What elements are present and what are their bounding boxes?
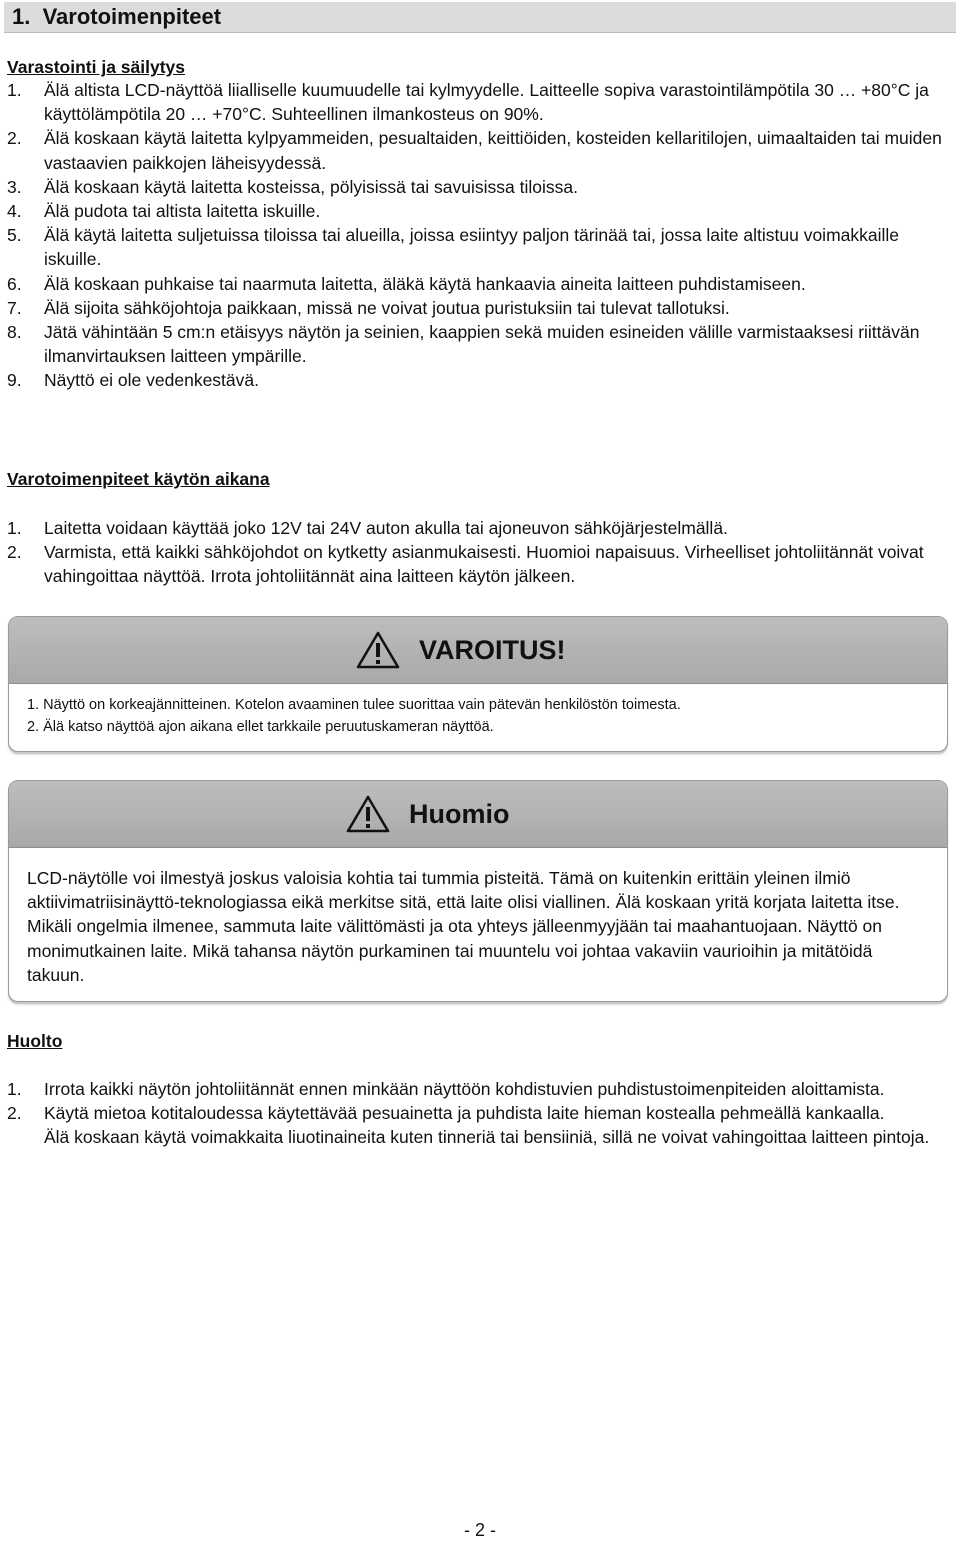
maintenance-list	[7, 1077, 955, 1150]
list-item: 7. Älä sijoita sähköjohtoja paikkaan, missä ne voivat joutua puristuksiin tai tulevat tallotuksi.	[7, 297, 730, 318]
list-item: 8. Jätä vähintään 5 cm:n etäisyys näytön ja seinien, kaappien sekä muiden esineiden välille varmistaaksesi riittävän ilmanvirtauksen laitteen ympärille.	[7, 322, 920, 367]
list-item: 2. Varmista, että kaikki sähköjohdot on kytketty asianmukaisesti. Huomioi napaisuus. Virheelliset johtoliitännät voivat vahingoittaa näyttöä. Irrota johtoliitännät aina laitteen käytön jälkeen.	[7, 542, 924, 587]
list-item: 5. Älä käytä laitetta suljetuissa tiloissa tai alueilla, joissa esiintyy paljon tärinää tai, jossa laite altistuu voimakkaille iskuille.	[7, 225, 900, 270]
chapter-title-text: Varotoimenpiteet	[42, 4, 222, 29]
list-item: 1. Laitetta voidaan käyttää joko 12V tai 24V auton akulla tai ajoneuvon sähköjärjestelmällä.	[7, 518, 728, 538]
list-item: 1. Älä altista LCD-näyttöä liialliselle kuumuudelle tai kylmyydelle. Laitteelle sopiva varastointilämpötila 30 … +80°C ja käyttölämpötila 20 … +70°C. Suhteellinen ilmankosteus on 90%.	[7, 80, 929, 125]
notice-box	[8, 780, 948, 1002]
list-item: 6. Älä koskaan puhkaise tai naarmuta laitetta, äläkä käytä hankaavia aineita laitteen puhdistamiseen.	[7, 273, 806, 294]
list-item: 1. Irrota kaikki näytön johtoliitännät ennen minkään näyttöön kohdistuvien puhdistustoimenpiteiden aloittamista.	[7, 1079, 885, 1099]
list-item: Älä koskaan käytä voimakkaita liuotinaineita kuten tinneriä tai bensiiniä, sillä ne voivat vahingoittaa laitteen pintoja.	[44, 1127, 930, 1148]
chapter-number: 1.	[12, 4, 31, 29]
warning-triangle-icon	[355, 630, 401, 670]
list-item: 2. Käytä mietoa kotitaloudessa käytettävää pesuainetta ja puhdista laite hieman kostealla pehmeällä kankaalla.	[7, 1103, 885, 1124]
chapter-header	[4, 2, 956, 33]
warning-box-header	[9, 617, 947, 684]
warning-body	[9, 684, 947, 738]
notice-title: Huomio	[409, 798, 510, 829]
list-item: 3. Älä koskaan käytä laitetta kosteissa, pölyisissä tai savuisissa tiloissa.	[7, 176, 578, 197]
page-number: - 2 -	[463, 1520, 496, 1540]
maintenance-heading: Huolto	[7, 1031, 63, 1051]
warning-box	[8, 616, 948, 752]
warning-triangle-icon	[345, 794, 391, 834]
chapter-title	[12, 3, 221, 31]
usage-heading: Varotoimenpiteet käytön aikana	[7, 469, 270, 489]
warning-title: VAROITUS!	[419, 634, 566, 665]
list-item: 9. Näyttö ei ole vedenkestävä.	[7, 370, 259, 391]
warning-line: 1. Näyttö on korkeajännitteinen. Kotelon avaaminen tulee suorittaa vain pätevän henkilöstön toimesta.	[27, 697, 681, 713]
notice-box-header	[9, 781, 947, 848]
list-item: 2. Älä koskaan käytä laitetta kylpyammeiden, pesualtaiden, keittiöiden, kosteiden kellaritilojen, uimaaltaiden tai muiden vastaavien paikkojen läheisyydessä.	[7, 128, 942, 173]
storage-heading: Varastointi ja säilytys	[7, 57, 186, 77]
usage-list	[7, 516, 955, 589]
notice-body: LCD-näytölle voi ilmestyä joskus valoisia kohtia tai tummia pisteitä. Tämä on kuitenkin erittäin yleinen ilmiö aktiivimatriisinäyttö-teknologiassa eikä merkitse sitä, että laite olisi viallinen. Älä koskaan yritä korjata laitetta itse. Mikäli ongelmia ilmenee, sammuta laite välittömästi ja ota yhteys jälleenmyyjään tai maahantuojaan. Näyttö on monimutkainen laite. Mikä tahansa näytön purkaminen tai muuntelu voi johtaa vakaviin vaurioihin ja mitätöidä takuun.	[27, 868, 900, 985]
warning-line: 2. Älä katso näyttöä ajon aikana ellet tarkkaile peruutuskameran näyttöä.	[27, 719, 494, 735]
storage-list	[7, 78, 955, 393]
list-item: 4. Älä pudota tai altista laitetta iskuille.	[7, 201, 321, 222]
